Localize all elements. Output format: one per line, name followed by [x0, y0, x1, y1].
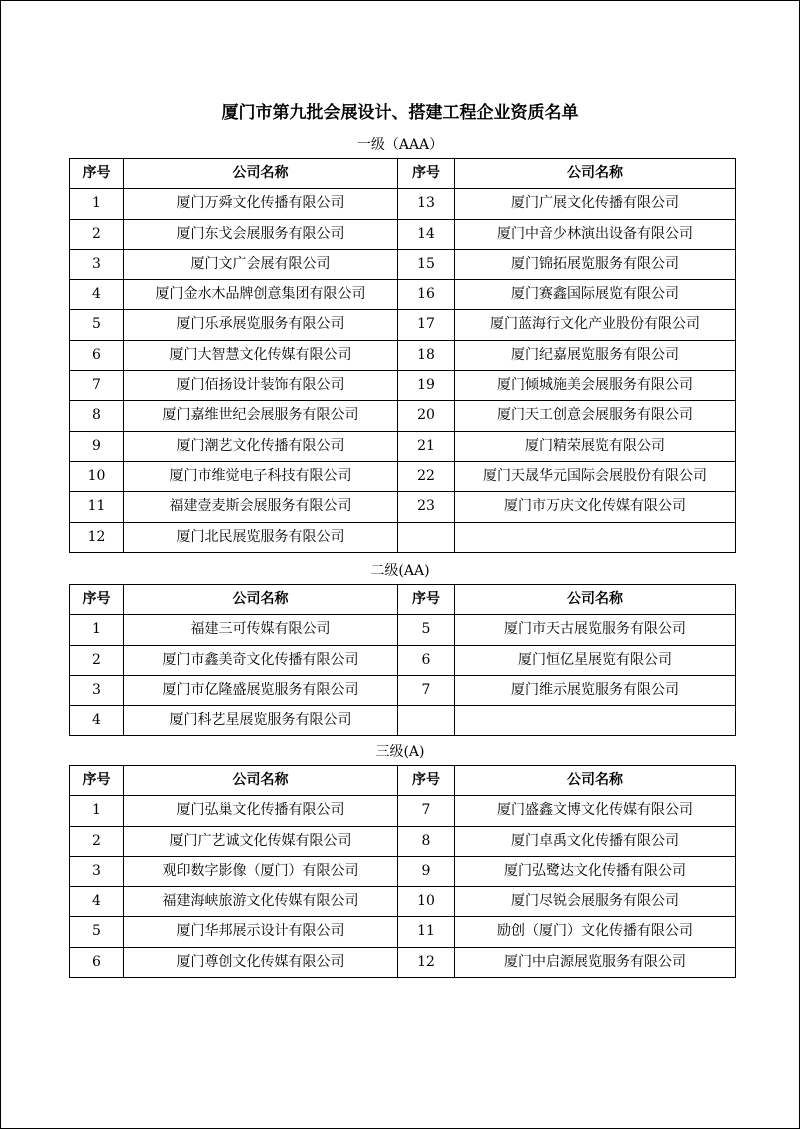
seq-cell: 19 [398, 371, 455, 401]
seq-cell: 9 [70, 431, 124, 461]
seq-cell: 3 [70, 856, 124, 886]
seq-cell: 7 [398, 796, 455, 826]
table-header-row [70, 585, 736, 615]
header-company-name: 公司名称 [124, 159, 398, 189]
company-name-cell: 厦门卓禹文化传播有限公司 [455, 826, 736, 856]
seq-cell: 1 [70, 615, 124, 645]
company-name-cell: 厦门科艺星展览服务有限公司 [124, 706, 398, 736]
seq-cell: 12 [70, 522, 124, 552]
table-row [70, 461, 736, 491]
table-row [70, 371, 736, 401]
seq-cell: 22 [398, 461, 455, 491]
seq-cell [398, 706, 455, 736]
company-name-cell: 厦门弘巢文化传播有限公司 [124, 796, 398, 826]
company-name-cell: 厦门华邦展示设计有限公司 [124, 917, 398, 947]
table-row [70, 706, 736, 736]
table-row [70, 796, 736, 826]
seq-cell: 12 [398, 947, 455, 977]
company-name-cell: 观印数字影像（厦门）有限公司 [124, 856, 398, 886]
seq-cell: 5 [398, 615, 455, 645]
company-name-cell: 厦门天晟华元国际会展股份有限公司 [455, 461, 736, 491]
seq-cell: 20 [398, 401, 455, 431]
company-table [69, 584, 736, 736]
company-name-cell: 厦门尽锐会展服务有限公司 [455, 887, 736, 917]
seq-cell: 16 [398, 280, 455, 310]
seq-cell [398, 522, 455, 552]
table-row [70, 340, 736, 370]
seq-cell: 5 [70, 310, 124, 340]
company-table [69, 158, 736, 553]
seq-cell: 15 [398, 249, 455, 279]
table-row [70, 492, 736, 522]
company-name-cell: 厦门维示展览服务有限公司 [455, 675, 736, 705]
table-row [70, 645, 736, 675]
company-name-cell: 厦门弘鹭达文化传播有限公司 [455, 856, 736, 886]
seq-cell: 11 [70, 492, 124, 522]
company-name-cell: 厦门万舜文化传播有限公司 [124, 189, 398, 219]
seq-cell: 23 [398, 492, 455, 522]
company-name-cell: 厦门盛鑫文博文化传媒有限公司 [455, 796, 736, 826]
company-name-cell: 厦门倾城施美会展服务有限公司 [455, 371, 736, 401]
company-name-cell: 厦门市亿隆盛展览服务有限公司 [124, 675, 398, 705]
company-name-cell: 厦门嘉维世纪会展服务有限公司 [124, 401, 398, 431]
seq-cell: 11 [398, 917, 455, 947]
seq-cell: 6 [398, 645, 455, 675]
company-name-cell: 厦门文广会展有限公司 [124, 249, 398, 279]
company-name-cell: 厦门市维觉电子科技有限公司 [124, 461, 398, 491]
header-company-name: 公司名称 [455, 159, 736, 189]
company-name-cell: 励创（厦门）文化传播有限公司 [455, 917, 736, 947]
company-name-cell: 厦门中音少林演出设备有限公司 [455, 219, 736, 249]
company-name-cell: 厦门锦拓展览服务有限公司 [455, 249, 736, 279]
header-company-name: 公司名称 [455, 585, 736, 615]
company-name-cell: 厦门北民展览服务有限公司 [124, 522, 398, 552]
table-row [70, 856, 736, 886]
section-label: 二级(AA) [370, 563, 430, 579]
seq-cell: 3 [70, 249, 124, 279]
header-seq: 序号 [70, 585, 124, 615]
company-name-cell: 厦门赛鑫国际展览有限公司 [455, 280, 736, 310]
seq-cell: 14 [398, 219, 455, 249]
company-name-cell: 厦门市万庆文化传媒有限公司 [455, 492, 736, 522]
seq-cell: 2 [70, 219, 124, 249]
company-name-cell: 厦门潮艺文化传播有限公司 [124, 431, 398, 461]
table-row [70, 917, 736, 947]
seq-cell: 6 [70, 340, 124, 370]
table-row [70, 947, 736, 977]
company-name-cell: 厦门市鑫美奇文化传播有限公司 [124, 645, 398, 675]
company-name-cell: 厦门纪嘉展览服务有限公司 [455, 340, 736, 370]
seq-cell: 8 [70, 401, 124, 431]
company-name-cell: 厦门中启源展览服务有限公司 [455, 947, 736, 977]
header-seq: 序号 [70, 159, 124, 189]
section-label: 一级（AAA） [356, 137, 444, 153]
company-name-cell: 福建壹麦斯会展服务有限公司 [124, 492, 398, 522]
company-name-cell: 厦门恒亿星展览有限公司 [455, 645, 736, 675]
seq-cell: 7 [70, 371, 124, 401]
seq-cell: 5 [70, 917, 124, 947]
company-name-cell: 厦门乐承展览服务有限公司 [124, 310, 398, 340]
document-title: 厦门市第九批会展设计、搭建工程企业资质名单 [221, 103, 579, 123]
seq-cell: 2 [70, 826, 124, 856]
header-company-name: 公司名称 [455, 766, 736, 796]
seq-cell: 2 [70, 645, 124, 675]
table-header-row [70, 159, 736, 189]
table-row [70, 522, 736, 552]
seq-cell: 17 [398, 310, 455, 340]
seq-cell: 13 [398, 189, 455, 219]
seq-cell: 4 [70, 887, 124, 917]
seq-cell: 3 [70, 675, 124, 705]
company-table [69, 765, 736, 978]
table-row [70, 401, 736, 431]
company-name-cell: 厦门金水木品牌创意集团有限公司 [124, 280, 398, 310]
company-name-cell: 福建三可传媒有限公司 [124, 615, 398, 645]
company-name-cell: 厦门精荣展览有限公司 [455, 431, 736, 461]
company-name-cell: 厦门市天古展览服务有限公司 [455, 615, 736, 645]
company-name-cell: 厦门蓝海行文化产业股份有限公司 [455, 310, 736, 340]
seq-cell: 1 [70, 796, 124, 826]
seq-cell: 8 [398, 826, 455, 856]
table-row [70, 887, 736, 917]
header-seq: 序号 [70, 766, 124, 796]
header-seq: 序号 [398, 766, 455, 796]
table-row [70, 431, 736, 461]
table-row [70, 675, 736, 705]
table-row [70, 615, 736, 645]
header-company-name: 公司名称 [124, 585, 398, 615]
seq-cell: 6 [70, 947, 124, 977]
company-name-cell: 厦门佰扬设计装饰有限公司 [124, 371, 398, 401]
company-name-cell: 福建海峡旅游文化传媒有限公司 [124, 887, 398, 917]
table-row [70, 189, 736, 219]
section-label: 三级(A) [375, 744, 425, 760]
seq-cell: 21 [398, 431, 455, 461]
table-row [70, 219, 736, 249]
table-header-row [70, 766, 736, 796]
company-name-cell [455, 522, 736, 552]
table-row [70, 249, 736, 279]
seq-cell: 10 [398, 887, 455, 917]
seq-cell: 10 [70, 461, 124, 491]
seq-cell: 4 [70, 706, 124, 736]
seq-cell: 9 [398, 856, 455, 886]
company-name-cell: 厦门东戈会展服务有限公司 [124, 219, 398, 249]
seq-cell: 18 [398, 340, 455, 370]
seq-cell: 7 [398, 675, 455, 705]
company-name-cell: 厦门广展文化传播有限公司 [455, 189, 736, 219]
company-name-cell: 厦门尊创文化传媒有限公司 [124, 947, 398, 977]
company-name-cell: 厦门广艺诚文化传媒有限公司 [124, 826, 398, 856]
header-seq: 序号 [398, 585, 455, 615]
seq-cell: 1 [70, 189, 124, 219]
table-row [70, 280, 736, 310]
company-name-cell [455, 706, 736, 736]
header-company-name: 公司名称 [124, 766, 398, 796]
seq-cell: 4 [70, 280, 124, 310]
company-name-cell: 厦门天工创意会展服务有限公司 [455, 401, 736, 431]
table-row [70, 826, 736, 856]
table-row [70, 310, 736, 340]
header-seq: 序号 [398, 159, 455, 189]
company-name-cell: 厦门大智慧文化传媒有限公司 [124, 340, 398, 370]
